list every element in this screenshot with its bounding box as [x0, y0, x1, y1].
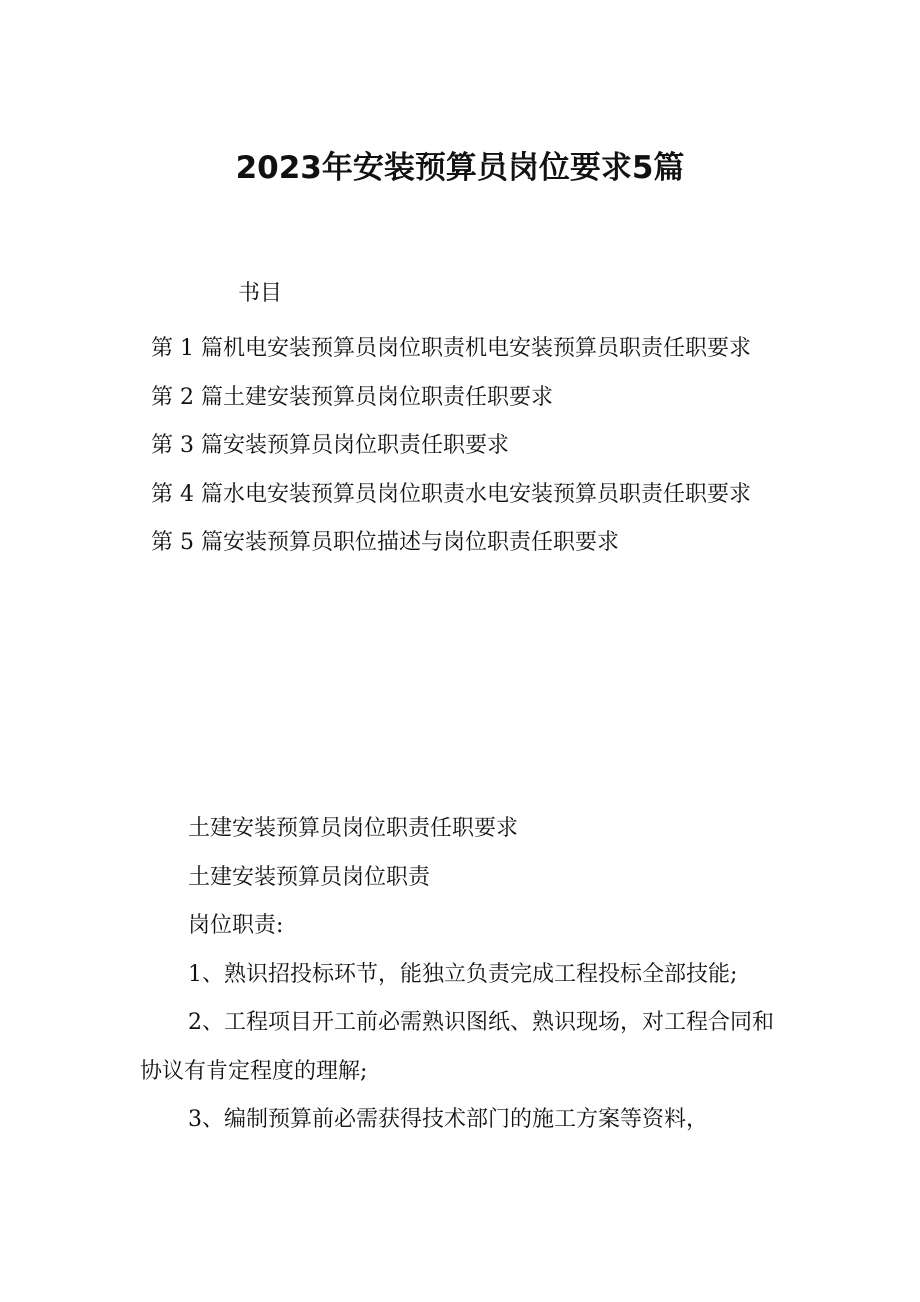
document-body	[140, 805, 790, 1145]
duties-label: 岗位职责:	[188, 913, 284, 938]
table-of-contents	[140, 325, 790, 568]
document-title: 2023年安装预算员岗位要求5篇	[235, 150, 685, 186]
toc-item: 第 4 篇水电安装预算员岗位职责水电安装预算员职责任职要求	[151, 481, 751, 507]
section-subheading: 土建安装预算员岗位职责	[188, 864, 431, 890]
duty-item: 3、编制预算前必需获得技术部门的施工方案等资料，	[188, 1107, 708, 1132]
toc-heading: 书目	[238, 281, 283, 306]
duty-item: 2、工程项目开工前必需熟识图纸、熟识现场，对工程合同和协议有肯定程度的理解;	[140, 1010, 774, 1084]
toc-item: 第 3 篇安装预算员岗位职责任职要求	[151, 433, 509, 458]
duty-item: 1、熟识招投标环节，能独立负责完成工程投标全部技能;	[188, 961, 738, 987]
section-heading: 土建安装预算员岗位职责任职要求	[188, 816, 519, 841]
toc-item: 第 2 篇土建安装预算员岗位职责任职要求	[151, 384, 553, 410]
toc-item: 第 5 篇安装预算员职位描述与岗位职责任职要求	[151, 530, 619, 555]
toc-item: 第 1 篇机电安装预算员岗位职责机电安装预算员职责任职要求	[151, 336, 751, 361]
